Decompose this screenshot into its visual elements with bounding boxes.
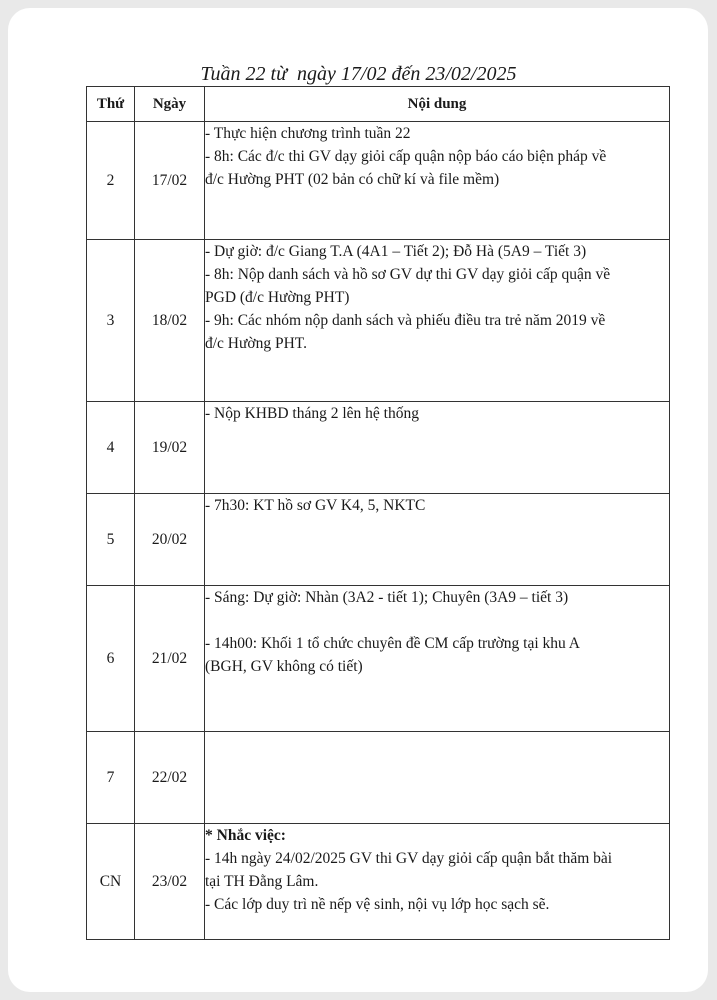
row-content xyxy=(205,586,670,732)
content-line: - 8h: Nộp danh sách và hồ sơ GV dự thi GV dạy giỏi cấp quận về xyxy=(205,266,611,283)
row-content xyxy=(205,824,670,940)
content-line: - Thực hiện chương trình tuần 22 xyxy=(205,125,411,142)
content-line: - Nộp KHBD tháng 2 lên hệ thống xyxy=(205,405,419,422)
table-row xyxy=(87,494,670,586)
content-line: - Các lớp duy trì nề nếp vệ sinh, nội vụ lớp học sạch sẽ. xyxy=(205,896,550,913)
table-row xyxy=(87,732,670,824)
content-line: tại TH Đằng Lâm. xyxy=(205,873,319,890)
content-line: - Sáng: Dự giờ: Nhàn (3A2 - tiết 1); Chuyên (3A9 – tiết 3) xyxy=(205,589,569,606)
row-date: 19/02 xyxy=(135,402,205,494)
row-day: 7 xyxy=(87,732,135,824)
row-day: 6 xyxy=(87,586,135,732)
row-content xyxy=(205,122,670,240)
schedule-table xyxy=(86,86,670,940)
content-line: (BGH, GV không có tiết) xyxy=(205,658,363,675)
column-header-content: Nội dung xyxy=(205,87,670,122)
row-content xyxy=(205,240,670,402)
table-row xyxy=(87,824,670,940)
table-row xyxy=(87,122,670,240)
row-date: 18/02 xyxy=(135,240,205,402)
table-header-row xyxy=(87,87,670,122)
row-day: 5 xyxy=(87,494,135,586)
row-date: 23/02 xyxy=(135,824,205,940)
row-date: 20/02 xyxy=(135,494,205,586)
reminder-heading: * Nhắc việc: xyxy=(205,827,286,844)
row-content xyxy=(205,732,670,824)
row-day: 2 xyxy=(87,122,135,240)
row-date: 17/02 xyxy=(135,122,205,240)
blank-line xyxy=(205,609,669,632)
content-line: - 14h00: Khối 1 tổ chức chuyên đề CM cấp trường tại khu A xyxy=(205,635,580,652)
page-title: Tuần 22 từ ngày 17/02 đến 23/02/2025 xyxy=(200,63,517,85)
content-line: - 7h30: KT hồ sơ GV K4, 5, NKTC xyxy=(205,497,426,514)
row-date: 21/02 xyxy=(135,586,205,732)
row-day: 4 xyxy=(87,402,135,494)
row-day: 3 xyxy=(87,240,135,402)
content-line: - Dự giờ: đ/c Giang T.A (4A1 – Tiết 2); Đỗ Hà (5A9 – Tiết 3) xyxy=(205,243,587,260)
content-line: đ/c Hường PHT (02 bản có chữ kí và file mềm) xyxy=(205,171,500,188)
row-date: 22/02 xyxy=(135,732,205,824)
table-row xyxy=(87,240,670,402)
column-header-date: Ngày xyxy=(135,87,205,122)
content-line: PGD (đ/c Hường PHT) xyxy=(205,289,350,306)
content-line: - 9h: Các nhóm nộp danh sách và phiếu điều tra trẻ năm 2019 về xyxy=(205,312,606,329)
table-row xyxy=(87,586,670,732)
column-header-day: Thứ xyxy=(87,87,135,122)
content-line: - 8h: Các đ/c thi GV dạy giỏi cấp quận nộp báo cáo biện pháp về xyxy=(205,148,607,165)
row-content xyxy=(205,494,670,586)
row-day: CN xyxy=(87,824,135,940)
row-content xyxy=(205,402,670,494)
content-line: đ/c Hường PHT. xyxy=(205,335,307,352)
table-row xyxy=(87,402,670,494)
content-line: - 14h ngày 24/02/2025 GV thi GV dạy giỏi cấp quận bắt thăm bài xyxy=(205,850,613,867)
